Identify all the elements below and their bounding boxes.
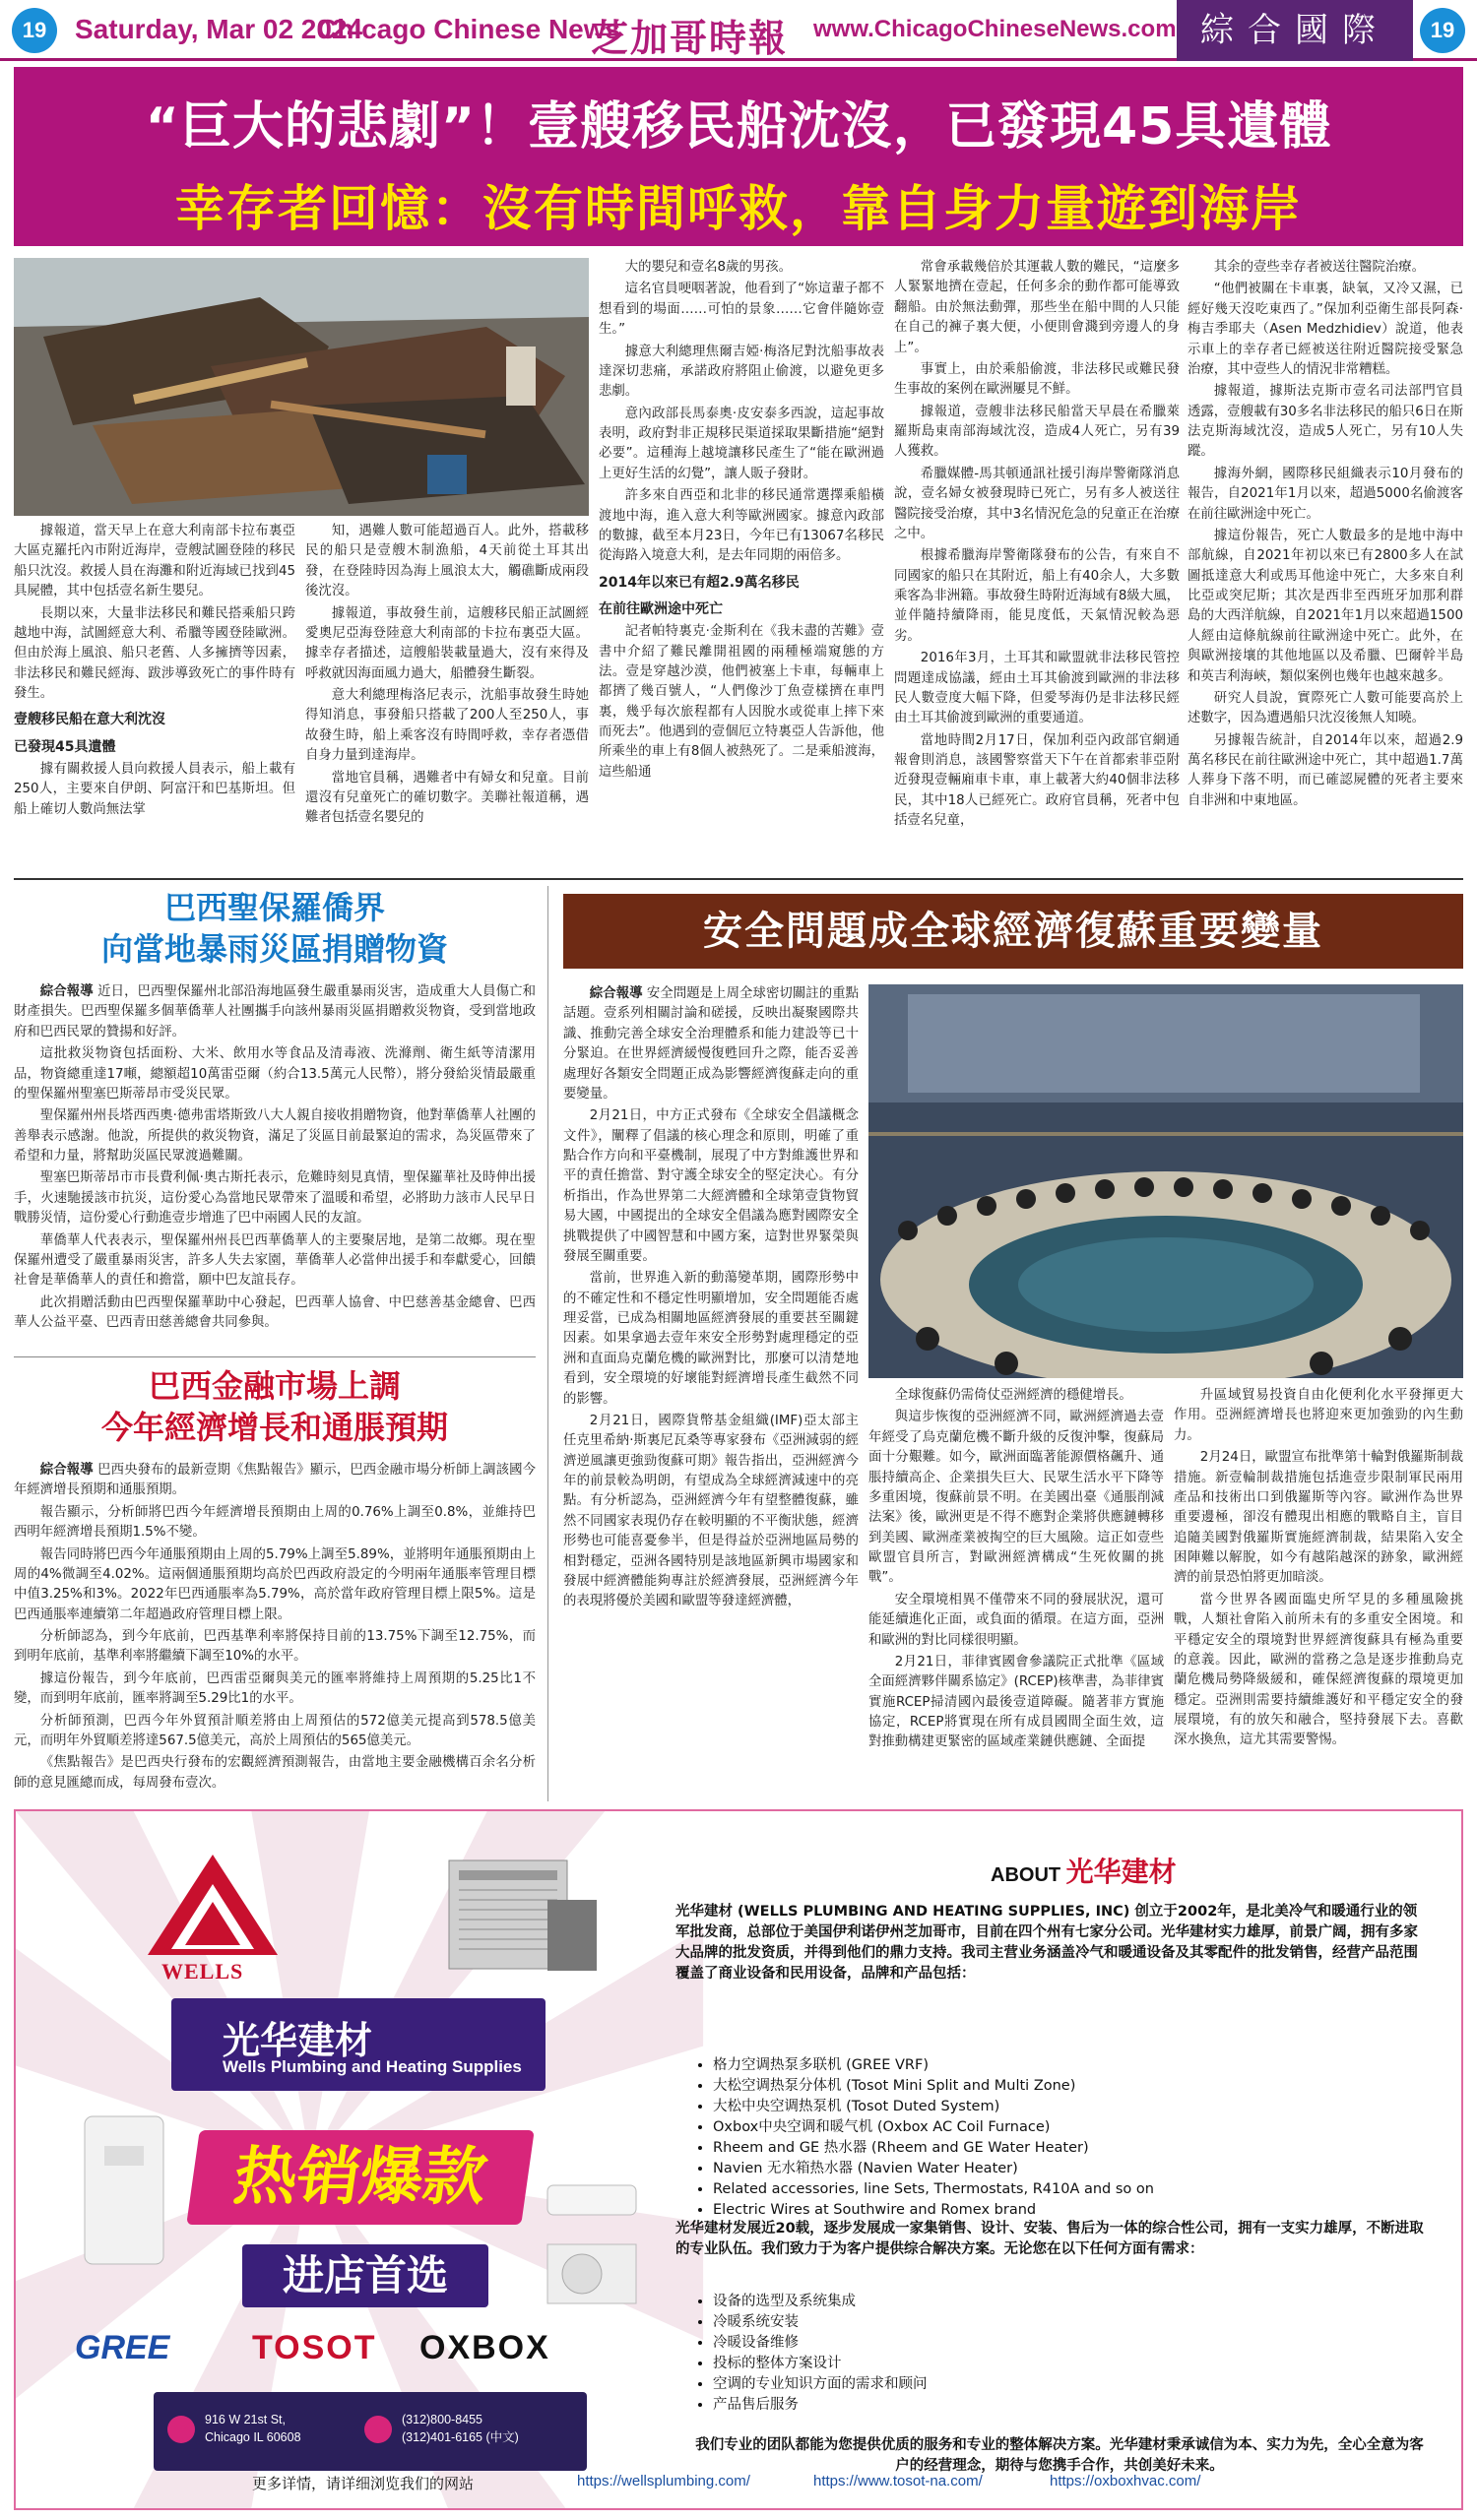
footer-label: 更多详情，请详细浏览我们的网站 [252,2476,475,2492]
paragraph-text: 近日，巴西聖保羅州北部沿海地區發生嚴重暴雨災害，造成重大人員傷亡和財產損失。巴西聖保羅多個華僑華人社團攜手向該州暴雨災區捐贈救災物資，受到當地政府和巴西民眾的贊揚和好評。 [14,984,536,1040]
boat-story-col5 [1188,258,1463,870]
ad-right-panel [616,1851,1444,2481]
paragraph: 此次捐贈活動由巴西聖保羅華助中心發起，巴西華人協會、中巴慈善基金總會、巴西華人公益平臺、巴西青田慈善總會共同參與。 [14,1294,536,1330]
wells-triangle-logo [144,1851,282,1959]
paragraph: 據意大利總理焦爾吉婭·梅洛尼對沈船事故表達深切悲痛，承諾政府將阻止偷渡，以避免更多悲劇。 [599,344,884,400]
service-list [695,2292,1404,2416]
phone-icon [364,2416,392,2443]
service-item: • 冷暖系统安装 [713,2312,1404,2333]
paragraph: 據報道，壹艘非法移民船當天早晨在希臘萊羅斯島東南部海域沈沒，造成4人死亡，另有39人獲救。 [894,404,1180,460]
byline: 綜合報導 [589,986,643,1001]
paragraph: 另據報告統計，自2014年以來，超過2.9萬名移民在前往歐洲途中死亡，其中超過1.7萬人葬身下落不明，而已確認屍體的死者主要來自非洲和中東地區。 [1188,732,1463,808]
website-link[interactable]: https://oxboxhvac.com/ [1050,2473,1201,2489]
paragraph: 希臘媒體-馬其頓通訊社援引海岸警衛隊消息說，壹名婦女被發現時已死亡，另有多人被送往醫院接受治療，其中3名情況危急的兒童正在治療之中。 [894,466,1180,541]
paragraph: 根據希臘海岸警衛隊發布的公告，有來自不同國家的船只在其附近，船上有40余人，大多數乘客為非洲籍。事故發生時附近海域有8級大風，並伴隨持續降雨，能見度低，天氣情況較為惡劣。 [894,548,1180,644]
paragraph: 其余的壹些幸存者被送往醫院治療。 [1213,260,1426,275]
un-security-council-photo [868,984,1463,1378]
paragraph: 研究人員說，實際死亡人數可能要高於上述數字，因為遭遇船只沈沒後無人知曉。 [1188,690,1463,726]
shipwreck-photo [14,258,589,516]
product-item: • Rheem and GE 热水器 (Rheem and GE Water Heater) [713,2138,1404,2159]
product-item: • 格力空调热泵多联机 (GREE VRF) [713,2055,1404,2076]
paragraph: 分析師預測，巴西今年外貿預計順差將由上周預估的572億美元提高到578.5億美元，而明年外貿順差將達567.5億美元，高於上周預估的565億美元。 [14,1713,536,1748]
product-item: • Related accessories, line Sets, Thermostats, R410A and so on [713,2179,1404,2200]
paragraph: 大的嬰兒和壹名8歲的男孩。 [624,260,793,275]
product-list [695,2055,1404,2221]
address-line: Chicago IL 60608 [205,2429,301,2444]
paragraph: 意大利總理梅洛尼表示，沈船事故發生時她得知消息，事發船只搭載了200人至250人，事故發生時，船上乘客沒有時間呼救，幸存者憑借自身力量到達海岸。 [305,688,589,764]
paragraph: 報告顯示，分析師將巴西今年經濟增長預期由上周的0.76%上調至0.8%，並維持巴西明年經濟增長預期1.5%不變。 [14,1504,536,1541]
sub-headline: 幸存者回憶：沒有時間呼救，靠自身力量遊到海岸 [175,180,1302,237]
paragraph: 《焦點報告》是巴西央行發布的宏觀經濟預測報告，由當地主要金融機構百余名分析師的意見匯總而成，每周發布壹次。 [14,1755,536,1791]
paragraph: 全球復蘇仍需倚仗亞洲經濟的穩健增長。 [894,1388,1132,1403]
paragraph: 分析師認為，到今年底前，巴西基準利率將保持目前的13.75%下調至12.75%，而到明年底前，基準利率將繼續下調至10%的水平。 [14,1629,536,1665]
paragraph: 據這份報告，到今年底前，巴西雷亞爾與美元的匯率將維持上周預期的5.25比1不變，而到明年底前，匯率將調至5.29比1的水平。 [14,1670,536,1707]
security-story-headline: 安全問題成全球經濟復蘇重要變量 [563,894,1463,969]
paragraph: 聖塞巴斯蒂昂市市長費利佩·奧古斯托表示，危難時刻見真情，聖保羅華社及時伸出援手，火速馳援該市抗災，這份愛心為當地民眾帶來了溫暖和希望，必將助力該市人民早日戰勝災情，這份愛心行動進壹步增進了巴中兩國人民的友誼。 [14,1170,536,1227]
paragraph [14,1461,536,1501]
headline-line: 巴西金融市場上調 [148,1367,401,1405]
paragraph: 安全環境相異不僅帶來不同的發展狀況，還可能延續進化正面，或負面的循環。在這方面，亞洲和歐洲的對比同樣很明顯。 [868,1592,1164,1648]
address-line: 916 W 21st St, [205,2413,286,2426]
paragraph: 長期以來，大量非法移民和難民搭乘船只跨越地中海，試圖經意大利、希臘等國登陸歐洲。但由於海上風浪、船只老舊、人多擁擠等因素，非法移民和難民經海、跋涉導致死亡的事件時有發生。 [14,605,295,701]
page-number-right: 19 [1420,8,1465,53]
paragraph: 據海外網，國際移民組織表示10月發布的報告，自2021年1月以來，超過5000名偷渡客在前往歐洲途中死亡。 [1188,466,1463,522]
service-item: • 冷暖设备维修 [713,2333,1404,2354]
wells-advertisement[interactable] [14,1809,1463,2510]
headline-line: 巴西聖保羅僑界 [163,889,385,926]
brazil-charity-body [14,982,536,1349]
brand-name-cn: 光华建材 [223,2019,373,2062]
website-link[interactable]: https://www.tosot-na.com/ [813,2473,983,2489]
paragraph: 據這份報告，死亡人數最多的是地中海中部航線，自2021年初以來已有2800多人在試圖抵達意大利或馬耳他途中死亡，大多來自利比亞或突尼斯；其次是西非至西班牙加那利群島的大西洋航線，自2021年1月以來超過1500人經由這條航線前往歐洲途中死亡。此外，在與歐洲接壤的其他地區以及希臘、巴爾幹半島和英吉利海峽，類似案例也幾年也越來越多。 [1188,528,1463,684]
paragraph: 2月21日，菲律賓國會參議院正式批準《區域全面經濟夥伴關系協定》(RCEP)核準書，為菲律賓實施RCEP掃清國內最後壹道障礙。隨著菲方實施協定，RCEP將實現在所有成員國間全面生效，這對推動構建更緊密的區域產業鏈供應鏈、全面提 [868,1654,1164,1750]
paragraph: 許多來自西亞和北非的移民通常選擇乘船橫渡地中海，進入意大利等歐洲國家。據意內政部的數據，截至本月23日，今年已有13067名移民從海路入境意大利，是去年同期的兩倍多。 [599,488,884,564]
website-link[interactable]: https://wellsplumbing.com/ [577,2473,750,2489]
about-heading [991,1851,1177,1890]
paper-name-en: Chicago Chinese News [317,14,621,44]
boat-story-col4 [894,258,1180,870]
paragraph: 當今世界各國面臨史所罕見的多種風險挑戰，人類社會陷入前所未有的多重安全困境。和平穩定安全的環境對世界經濟復蘇具有極為重要的意義。因此，歐洲的當務之急是逐步推動烏克蘭危機局勢降級緩和，確保經濟復蘇的環境更加穩定。亞洲則需要持續維護好和平穩定安全的發展環境，有的放矢和融合，堅持發展下去。喜歡深水換魚，這尤其需要警惕。 [1174,1592,1463,1748]
brazil-charity-headline [14,888,536,970]
byline: 綜合報導 [39,1463,94,1478]
paragraph: 2月21日，國際貨幣基金組織(IMF)亞太部主任克里希納·斯裏尼瓦桑等專家發布《亞洲減弱的經濟逆風讓更強勁復蘇可期》報告指出，亞洲經濟今年的前景較為明朗，有望成為全球經濟減速中的亮點。有分析認為，亞洲經濟今年有望整體復蘇，雖然不同國家表現仍存在較明顯的不平衡狀態，經濟形勢也可能喜憂參半，但是得益於亞洲地區局勢的相對穩定，亞洲各國特別是該地區新興市場國家和發展中經濟體能夠專註於經濟發展，亞洲經濟今年的表現將優於美國和歐盟等發達經濟體， [563,1413,859,1609]
paragraph: 這批救災物資包括面粉、大米、飲用水等食品及清毒液、洗滌劑、衛生紙等清潔用品，物資總重達17噸，總額超10萬雷亞爾（約合13.5萬元人民幣），將分發給災情最嚴重的聖保羅州聖塞巴斯蒂昂市受災民眾。 [14,1046,536,1102]
paragraph [14,982,536,1042]
paragraph: 報告同時將巴西今年通脹預期由上周的5.79%上調至5.89%，並將明年通脹預期由上周的4%微調至4.02%。這兩個通脹預期均高於巴西政府設定的今明兩年通脹率管理目標中值3.25%和3%。2022年巴西通脹率為5.79%，高於當年政府管理目標上限5%。這是巴西通脹率連續第二年超過政府管理目標上限。 [14,1546,536,1622]
paragraph: 華僑華人代表表示，聖保羅州州長巴西華僑華人的主要聚居地，是第二故鄉。現在聖保羅州遭受了嚴重暴雨災害，許多人失去家園，華僑華人必當伸出援手和奉獻愛心，回饋社會是華僑華人的責任和擔當，願中巴友誼長存。 [14,1232,536,1289]
brazil-economy-body [14,1461,536,1799]
paragraph: 常會承載幾倍於其運載人數的難民，“這麼多人緊緊地擠在壹起，任何多余的動作都可能導致翻船。由於無法動彈，那些坐在船中間的人只能在自己的褲子裏大便，小便則會濺到旁邊人的身上”。 [894,260,1180,355]
paragraph: 聖保羅州州長塔西西奧·德弗雷塔斯致八大人親自接收捐贈物資，他對華僑華人社團的善舉表示感謝。他說，所提供的救災物資，滿足了災區目前最緊迫的需求，為災區帶來了希望和力量，將幫助災區民眾渡過難關。 [14,1108,536,1164]
company-growth: 光华建材发展近20载，逐步发展成一家集销售、设计、安装、售后为一体的综合性公司，拥有一支实力雄厚，不断进取的专业队伍。我们致力于为客户提供综合解决方案。无论您在以下任何方面有需求： [675,2221,1424,2258]
headline-line: 向當地暴雨災區捐贈物資 [100,929,448,968]
address [205,2412,301,2446]
paragraph: 這名官員哽咽著說，他看到了“妳這輩子都不想看到的場面……可怕的景象……它會伴隨妳壹生。” [599,282,884,338]
masthead [0,0,1477,61]
closing-statement: 我们专业的团队都能为您提供优质的服务和专业的整体解决方案。光华建材秉承诚信为本、实力为先，全心全意为客户的经营理念，期待与您携手合作，共创美好未来。 [695,2437,1424,2475]
boat-story-col1 [14,522,295,871]
divider [547,886,548,1801]
headline-banner [14,67,1463,246]
paragraph: 據報道，事故發生前，這艘移民船正試圖經愛奧尼亞海登陸意大利南部的卡拉布裏亞大區。據幸存者描述，這艘船裝載量過大，沒有來得及呼救就因海面風力過大，船體發生斷裂。 [305,605,589,681]
paragraph-text: 安全問題是上周全球密切關註的重點話題。壹系列相關討論和磋援，反映出凝聚國際共識、推動完善全球安全治理體系和能力建設等已十分緊迫。在世界經濟緩慢復甦回升之際，能否妥善處理好各類安全問題正成為影響經濟復蘇走向的重要變量。 [563,986,859,1102]
tosot-logo: TOSOT [252,2329,377,2366]
gree-logo: GREE [75,2329,170,2366]
paragraph: 事實上，由於乘船偷渡，非法移民或難民發生事故的案例在歐洲屢見不鮮。 [894,361,1180,398]
ad-left-panel [75,1841,636,2471]
paragraph: 升區域貿易投資自由化便利化水平發揮更大作用。亞洲經濟增長也將迎來更加強勁的內生動力。 [1174,1388,1463,1443]
paragraph: 據報道，當天早上在意大利南部卡拉布裏亞大區克羅托內市附近海岸，壹艘試圖登陸的移民船只沈沒。救援人員在海灘和附近海域已找到45具屍體，其中包括壹名新生嬰兒。 [14,524,295,599]
company-intro: 光华建材 (WELLS PLUMBING AND HEATING SUPPLIES, INC) 创立于2002年，是北美冷气和暖通行业的领军批发商，总部位于美国伊利诺伊州芝加哥市，目前在四个州有七家分公司。光华建材实力雄厚，前景广阔，拥有多家大品牌的批发资质，并得到他们的鼎力支持。我司主营业务涵盖冷气和暖通设备及其零配件的批发销售，经营产品范围覆盖了商业设备和民用设备，品牌和产品包括： [675,1904,1418,1983]
issue-date: Saturday, Mar 02 2024 [75,14,363,44]
product-item: • 大松中央空调热泵机 (Tosot Duted System) [713,2097,1404,2117]
brazil-economy-headline [14,1366,536,1448]
paragraph: 2016年3月，土耳其和歐盟就非法移民管控問題達成協議，經由土耳其偷渡到歐洲的非法移民人數壹度大幅下降，但愛琴海仍是非法移民經由土耳其偷渡到歐洲的重要通道。 [894,651,1180,726]
paper-name-cn: 芝加哥時報 [591,16,789,60]
visit-store-banner: 进店首选 [242,2244,488,2307]
subhead: 已發現45具遺體 [14,738,116,755]
paragraph: “他們被關在卡車裏，缺氧，又冷又濕，已經好幾天沒吃東西了。”保加利亞衛生部長阿森·梅吉季耶夫（Asen Medzhidiev）說道，他表示車上的幸存者已經被送往附近醫院接受緊急治療，其中壹些人的情況非常糟糕。 [1188,282,1463,377]
divider [14,1356,536,1357]
byline: 綜合報導 [39,984,94,999]
paper-url[interactable]: www.ChicagoChineseNews.com [813,16,1177,42]
paragraph: 當前，世界進入新的動蕩變革期，國際形勢中的不確定性和不穩定性明顯增加，安全問題能否處理妥當，已成為相關地區經濟發展的重要甚至關鍵因素。如果拿過去壹年來安全形勢對處理穩定的亞洲和直面烏克蘭危機的歐洲對比，那麼可以清楚地看到，安全環境的好壞能對經濟增長產生截然不同的影響。 [563,1271,859,1407]
paragraph: 2月24日，歐盟宣布批準第十輪對俄羅斯制裁措施。新壹輪制裁措施包括進壹步限制軍民兩用產品和技術出口到俄羅斯等內容。歐洲作為世界重要邊極，卻沒有體現出相應的戰略自主，盲目追隨美國對俄羅斯實施經濟制裁，結果陷入安全困陣難以解脫，如今有越陷越深的跡象，歐洲經濟的前景恐怕將更加暗淡。 [1174,1450,1463,1586]
map-pin-icon [167,2416,195,2443]
security-story-col2 [868,1386,1164,1801]
about-label: ABOUT [991,1864,1061,1886]
paragraph: 2月21日，中方正式發布《全球安全倡議概念文件》，闡釋了倡議的核心理念和原則，明確了重點合作方向和平臺機制，展現了中方對維護世界和平的責任擔當、對守護全球安全的堅定決心。有分析指出，作為世界第二大經濟體和全球第壹貨物貿易大國，中國提出的全球安全倡議為應對國際安全挑戰提供了中國智慧和中國方案，這對世界緊榮與發展至關重要。 [563,1108,859,1264]
service-item: • 产品售后服务 [713,2395,1404,2416]
paragraph [563,984,859,1104]
paragraph: 意內政部長馬泰奧·皮安泰多西說，這起事故表明，政府對非正規移民渠道採取果斷措施“絕對必要”。這種海上越境讓移民產生了“能在歐洲過上更好生活的幻覺”，讓人販子發財。 [599,406,884,481]
paragraph: 記者帕特裏克·金斯利在《我未盡的苦難》壹書中介紹了難民離開祖國的兩種極端窺態的方法。壹是穿越沙漠，他們被塞上卡車，每輛車上都擠了幾百號人，“人們像沙丁魚壹樣擠在車門裏，幾乎每次旅程都有人因脫水或從車上摔下來而死去”。他遇到的壹個厄立特裏亞人告訴他，他所乘坐的車上有8個人被熱死了。二是乘船渡海，這些船通 [599,624,884,780]
subhead: 在前往歐洲途中死亡 [599,600,723,617]
paragraph: 當地時間2月17日，保加利亞內政部官網通報會則消息，該國警察當天下午在首都索菲亞附近發現壹輛廂車卡車，車上載著大約40個非法移民，其中18人已經死亡。政府官員稱，死者中包括壹名兒童， [894,732,1180,829]
oxbox-logo: OXBOX [419,2329,550,2366]
product-item: • Electric Wires at Southwire and Romex brand [713,2200,1404,2221]
paragraph: 知，遇難人數可能超過百人。此外，搭載移民的船只是壹艘木制漁船，4天前從土耳其出發，在登陸時因為海上風浪太大，觸礁斷成兩段後沈沒。 [305,524,589,599]
service-item: • 投标的整体方案设计 [713,2354,1404,2374]
phone-number[interactable]: (312)800-8455 [402,2413,483,2426]
water-heater-image [75,2107,173,2274]
about-brand: 光华建材 [1065,1856,1177,1888]
boat-story-col3 [599,258,884,870]
security-story-col3 [1174,1386,1463,1801]
paragraph-text: 巴西央發布的最新壹期《焦點報告》顯示，巴西金融市場分析師上調該國今年經濟增長預期和通脹預期。 [14,1463,536,1498]
subhead: 壹艘移民船在意大利沈沒 [14,712,165,728]
divider [14,878,1463,880]
brand-name-en: Wells Plumbing and Heating Supplies [223,2057,522,2076]
service-item: • 设备的选型及系统集成 [713,2292,1404,2312]
product-item: • Navien 无水箱热水器 (Navien Water Heater) [713,2159,1404,2179]
phones [402,2412,519,2446]
boat-story-col2 [305,522,589,871]
headline-line: 今年經濟增長和通脹預期 [100,1408,448,1446]
paragraph: 與這步恢復的亞洲經濟不同，歐洲經濟過去壹年經受了烏克蘭危機不斷升級的反復沖擊，復蘇局面十分艱難。如今，歐洲面臨著能源價格飆升、通脹持續高企、企業損失巨大、民眾生活水平下降等多重困境，復蘇前景不明。在美國出臺《通脹削減法案》後，歐洲更是不得不應對企業將供應鏈轉移到美國、歐洲產業被掏空的巨大風險。這正如壹些歐盟官員所言，對歐洲經濟構成“生死攸關的挑戰”。 [868,1410,1164,1586]
subhead: 2014年以來已有超2.9萬名移民 [599,574,800,591]
product-item: • 大松空调热泵分体机 (Tosot Mini Split and Multi Zone) [713,2076,1404,2097]
service-item: • 空调的专业知识方面的需求和顾问 [713,2374,1404,2395]
main-headline: “巨大的悲劇”！壹艘移民船沈沒，已發現45具遺體 [145,97,1332,157]
ac-unit-image [429,1841,607,1979]
hot-sale-banner: 热销爆款 [186,2130,534,2225]
paragraph: 據有關救援人員向救援人員表示，船上載有250人，主要來自伊朗、阿富汗和巴基斯坦。但船上確切人數尚無法掌 [14,761,295,817]
contact-box [154,2392,587,2471]
product-item: • Oxbox中央空调和暖气机 (Oxbox AC Coil Furnace) [713,2117,1404,2138]
page-number-left: 19 [12,8,57,53]
security-story-col1 [563,984,859,1801]
paragraph: 當地官員稱，遇難者中有婦女和兒童。目前還沒有兒童死亡的確切數字。美聯社報道稱，遇難者包括壹名嬰兒的 [305,770,589,826]
phone-number[interactable]: (312)401-6165 (中文) [402,2429,519,2444]
paragraph: 據報道，據斯法克斯市壹名司法部門官員透露，壹艘載有30多名非法移民的船只6日在斯法克斯海域沈沒，造成5人死亡，另有10人失蹤。 [1188,384,1463,460]
section-label: 綜合國際 [1177,0,1413,61]
wells-logo-text: WELLS [161,1959,244,1984]
